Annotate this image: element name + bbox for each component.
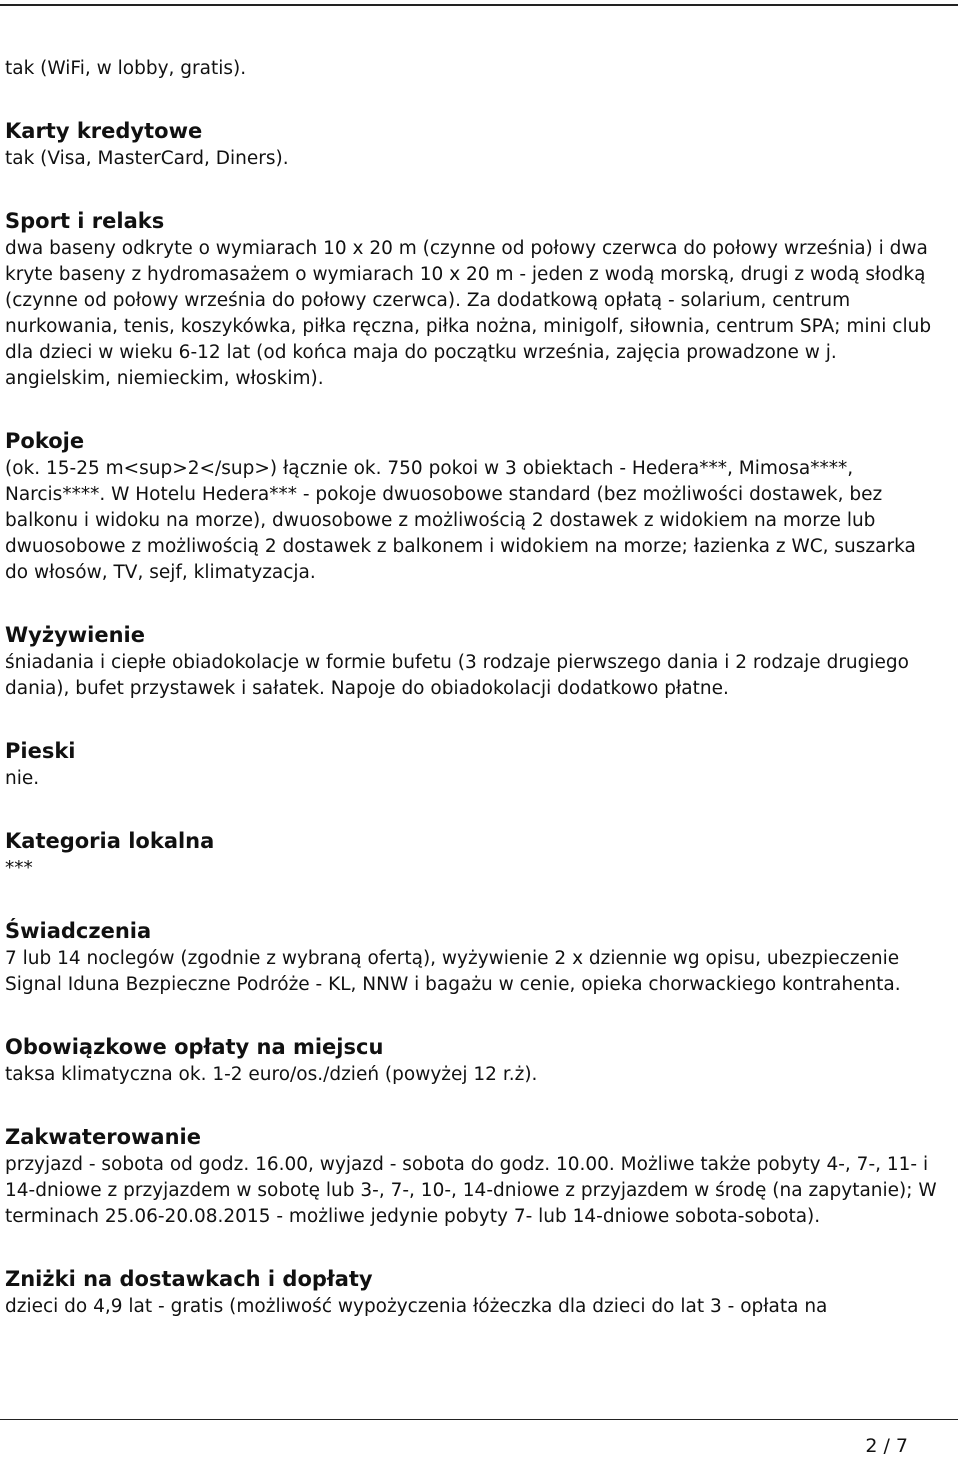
section-body: ***	[5, 858, 33, 879]
section-pets	[5, 736, 940, 792]
section-body: tak (Visa, MasterCard, Diners).	[5, 148, 289, 169]
section-body: dzieci do 4,9 lat - gratis (możliwość wypożyczenia łóżeczka dla dzieci do lat 3 - opłata na	[5, 1296, 828, 1317]
section-credit-cards	[5, 116, 940, 172]
section-services	[5, 916, 940, 998]
page-number: 2 / 7	[865, 1435, 908, 1457]
bottom-rule	[0, 1419, 958, 1420]
intro-text: tak (WiFi, w lobby, gratis).	[5, 58, 247, 79]
section-sport	[5, 206, 940, 392]
section-heading: Zniżki na dostawkach i dopłaty	[5, 1267, 373, 1291]
top-rule	[0, 4, 958, 6]
section-heading: Kategoria lokalna	[5, 829, 215, 853]
section-heading: Zakwaterowanie	[5, 1125, 201, 1149]
section-body: przyjazd - sobota od godz. 16.00, wyjazd - sobota do godz. 10.00. Możliwe także pobyty 4-, 7-, 11- i 14-dniowe z przyjazdem w sobotę lub 3-, 7-, 10-, 14-dniowe z przyjazdem w środę (na zapytanie); W terminach 25.06-20.08.2015 - możliwe jedynie pobyty 7- lub 14-dniowe sobota-sobota).	[5, 1154, 937, 1227]
section-mandatory-fees	[5, 1032, 940, 1088]
section-body: 7 lub 14 noclegów (zgodnie z wybraną ofertą), wyżywienie 2 x dziennie wg opisu, ubezpieczenie Signal Iduna Bezpieczne Podróże - KL, NNW i bagażu w cenie, opieka chorwackiego kontrahenta.	[5, 948, 901, 995]
section-heading: Pokoje	[5, 429, 85, 453]
section-heading: Świadczenia	[5, 919, 152, 943]
section-heading: Pieski	[5, 739, 76, 763]
section-body: dwa baseny odkryte o wymiarach 10 x 20 m (czynne od połowy czerwca do połowy września) i dwa kryte baseny z hydromasażem o wymiarach 10 x 20 m - jeden z wodą morską, drugi z wodą słodką (czynne od połowy września do połowy czerwca). Za dodatkową opłatą - solarium, centrum nurkowania, tenis, koszykówka, piłka ręczna, piłka nożna, minigolf, siłownia, centrum SPA; mini club dla dzieci w wieku 6-12 lat (od końca maja do początku września, zajęcia prowadzone w j. angielskim, niemieckim, włoskim).	[5, 238, 932, 389]
section-rooms	[5, 426, 940, 586]
section-discounts	[5, 1264, 940, 1320]
section-body: nie.	[5, 768, 40, 789]
section-accommodation	[5, 1122, 940, 1230]
section-body: taksa klimatyczna ok. 1-2 euro/os./dzień (powyżej 12 r.ż).	[5, 1064, 538, 1085]
section-local-category	[5, 826, 940, 882]
section-heading: Sport i relaks	[5, 209, 165, 233]
document-content	[5, 56, 940, 1320]
section-heading: Karty kredytowe	[5, 119, 203, 143]
section-heading: Wyżywienie	[5, 623, 145, 647]
section-meals	[5, 620, 940, 702]
section-heading: Obowiązkowe opłaty na miejscu	[5, 1035, 384, 1059]
section-body: (ok. 15-25 m<sup>2</sup>) łącznie ok. 750 pokoi w 3 obiektach - Hedera***, Mimosa****, Narcis****. W Hotelu Hedera*** - pokoje dwuosobowe standard (bez możliwości dostawek, bez balkonu i widoku na morze), dwuosobowe z możliwością 2 dostawek z widokiem na morze lub dwuosobowe z możliwością 2 dostawek z balkonem i widokiem na morze; łazienka z WC, suszarka do włosów, TV, sejf, klimatyzacja.	[5, 458, 916, 583]
section-body: śniadania i ciepłe obiadokolacje w formie bufetu (3 rodzaje pierwszego dania i 2 rodzaje drugiego dania), bufet przystawek i sałatek. Napoje do obiadokolacji dodatkowo płatne.	[5, 652, 909, 699]
